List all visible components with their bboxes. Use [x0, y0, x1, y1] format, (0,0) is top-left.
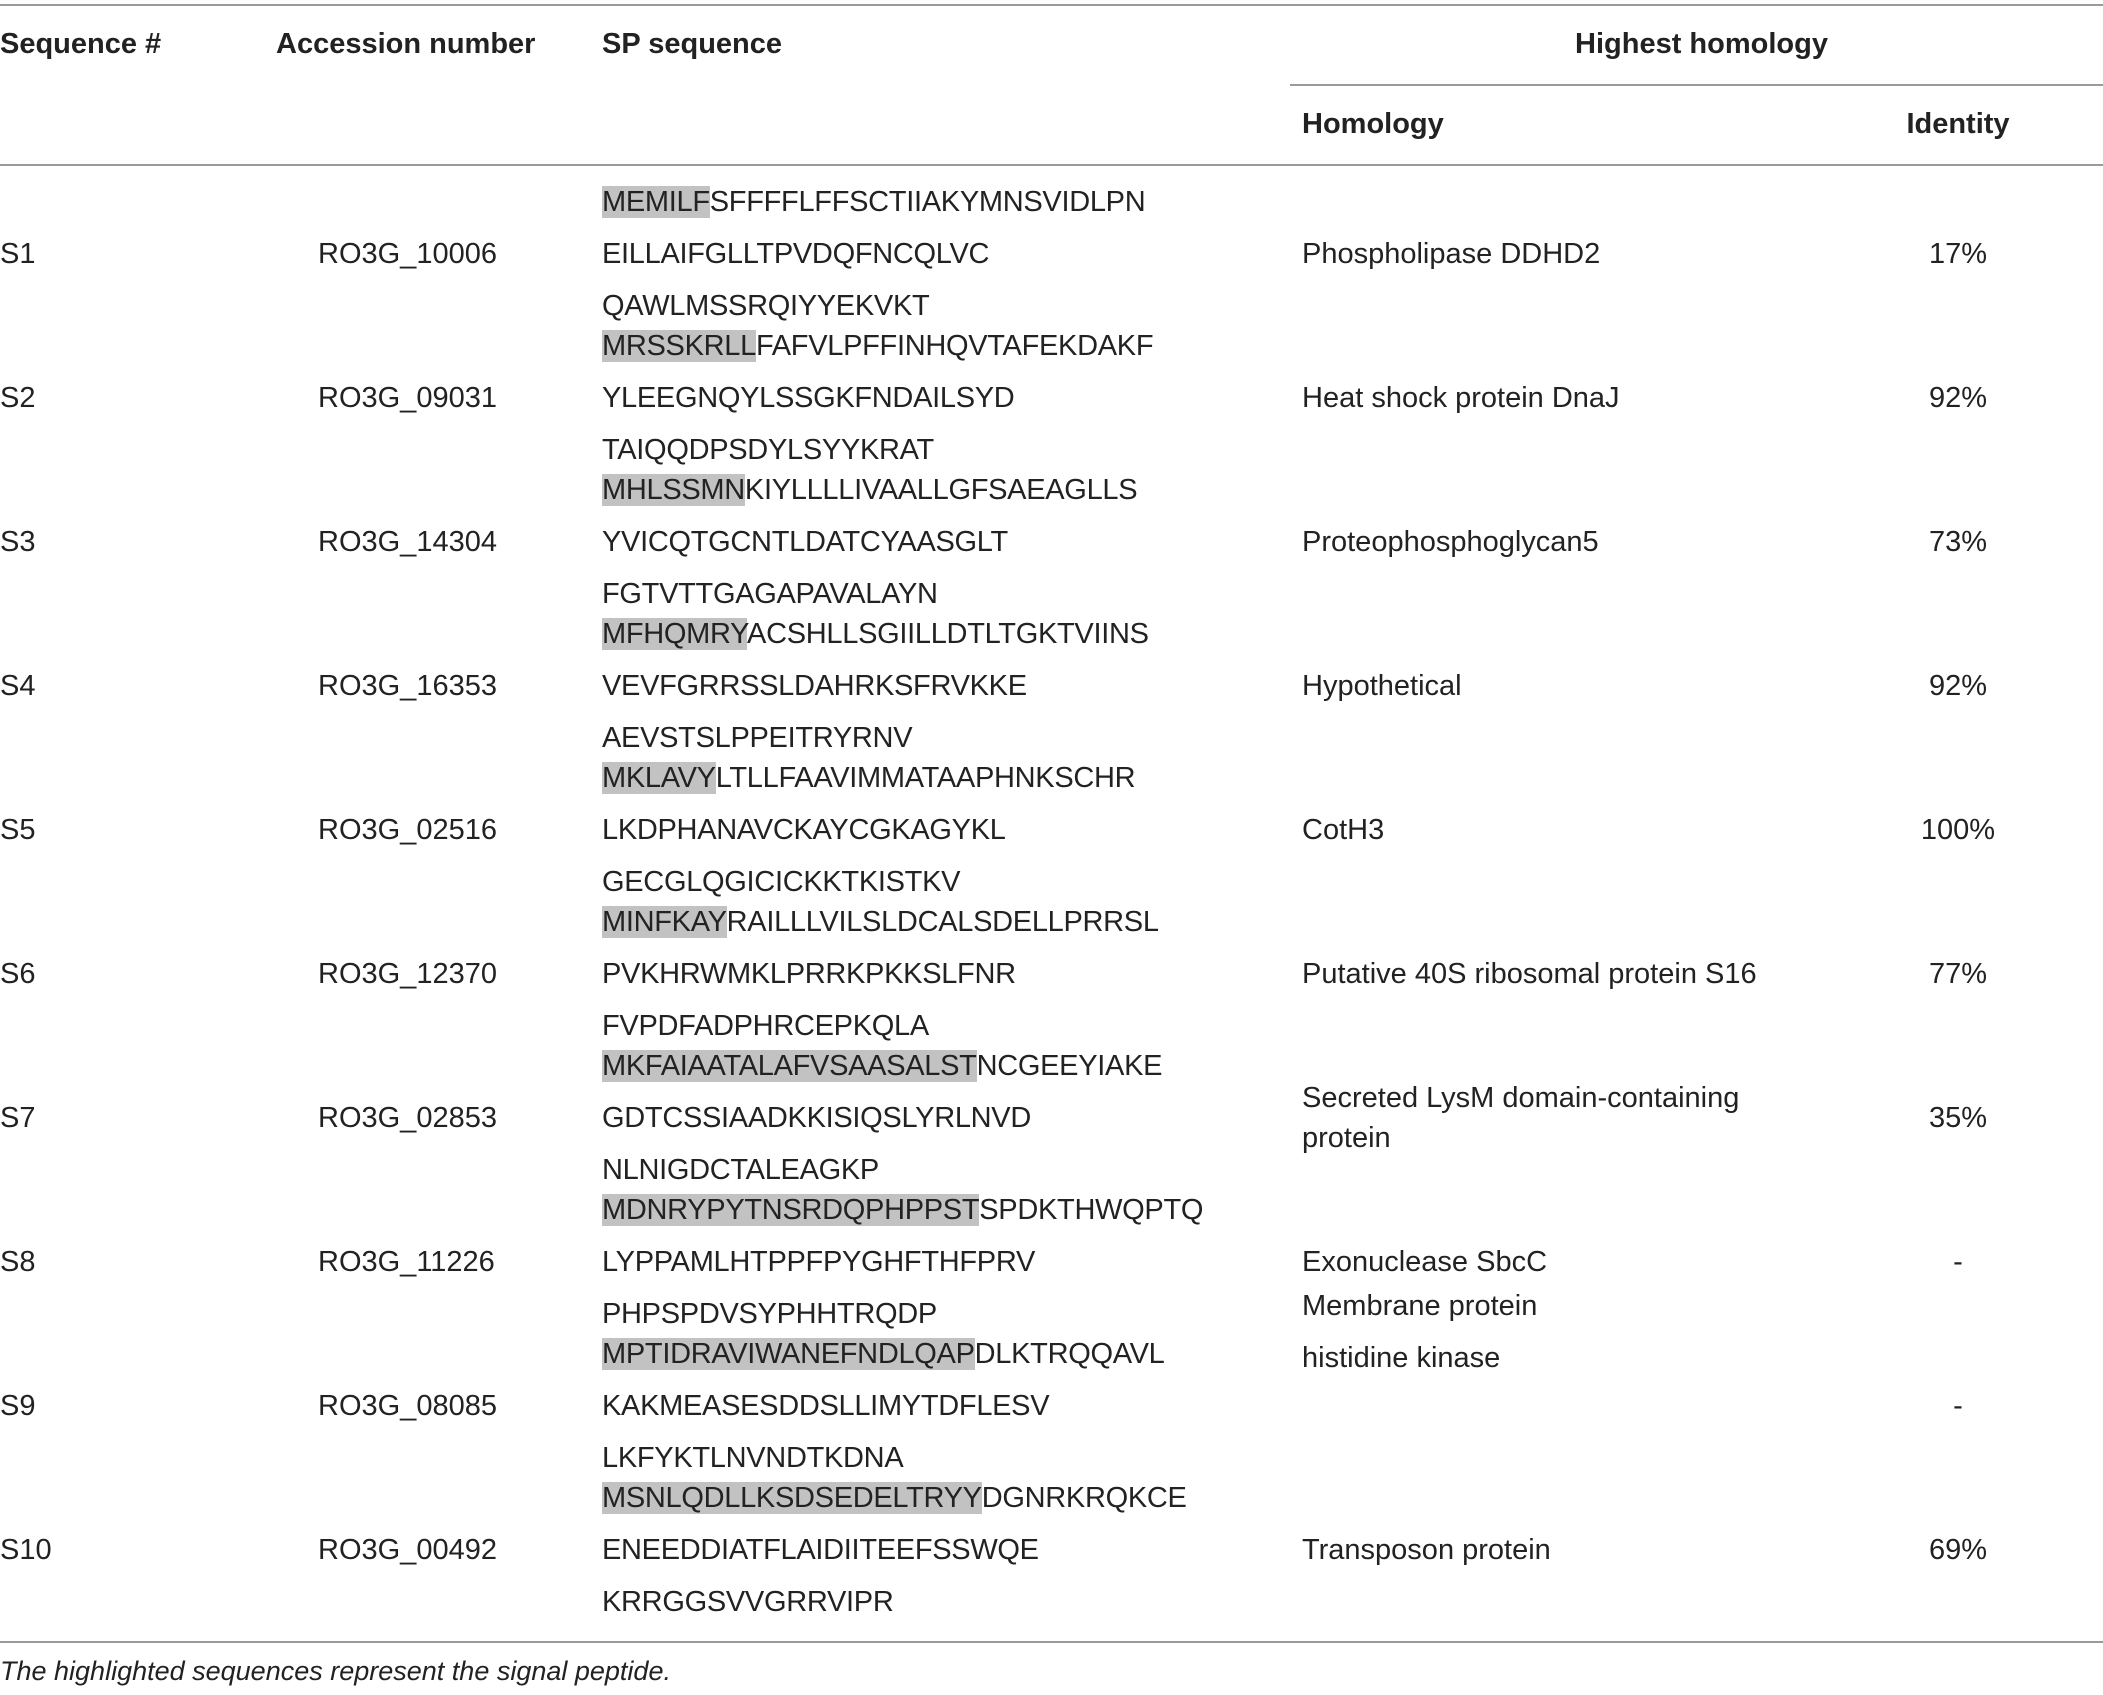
sp-sequence-line: [602, 1534, 1039, 1567]
sequence-number: S8: [0, 1246, 36, 1278]
homology-name: Phospholipase DDHD2: [1302, 238, 1601, 270]
sequence-remainder: AEVSTSLPPEITRYRNV: [602, 722, 913, 754]
sequence-number: S2: [0, 382, 36, 414]
sequence-remainder: VEVFGRRSSLDAHRKSFRVKKE: [602, 670, 1027, 702]
sequence-remainder: LKFYKTLNVNDTKDNA: [602, 1442, 904, 1474]
sequence-remainder: TAIQQDPSDYLSYYKRAT: [602, 434, 934, 466]
sp-sequence-line: [602, 1482, 1187, 1515]
signal-peptide-highlight: MRSSKRLL: [602, 330, 756, 362]
sequence-remainder: LYPPAMLHTPPFPYGHFTHFPRV: [602, 1246, 1036, 1278]
identity-value: 73%: [1928, 526, 1988, 558]
sequence-remainder: FGTVTTGAGAPAVALAYN: [602, 578, 938, 610]
sequence-number: S9: [0, 1390, 36, 1422]
header-bottom-rule: [0, 164, 2103, 166]
sp-sequence-line: [602, 434, 934, 467]
header-sp-sequence: SP sequence: [602, 28, 783, 60]
sequence-number: S1: [0, 238, 36, 270]
sp-sequence-line: [602, 1442, 903, 1475]
sequence-remainder: LKDPHANAVCKAYCGKAGYKL: [602, 814, 1006, 846]
sequence-remainder: DLKTRQQAVL: [974, 1338, 1165, 1370]
header-subrule: [1290, 84, 2103, 86]
sp-sequence-line: [602, 670, 1027, 703]
sequence-number: S10: [0, 1534, 52, 1566]
sequence-number: S3: [0, 526, 36, 558]
sp-sequence-line: [602, 382, 1014, 415]
sp-sequence-line: [602, 906, 1159, 939]
sequence-remainder: EILLAIFGLLTPVDQFNCQLVC: [602, 238, 990, 270]
sequence-remainder: YLEEGNQYLSSGKFNDAILSYD: [602, 382, 1015, 414]
sp-sequence-line: [602, 238, 989, 271]
sp-sequence-line: [602, 1102, 1031, 1135]
sequence-remainder: KIYLLLLIVAALLGFSAEAGLLS: [744, 474, 1138, 506]
sequence-remainder: NCGEEYIAKE: [976, 1050, 1163, 1082]
signal-peptide-highlight: MSNLQDLLKSDSEDELTRYY: [602, 1482, 982, 1514]
identity-value: 77%: [1928, 958, 1988, 990]
sp-sequence-line: [602, 1246, 1035, 1279]
identity-value: 35%: [1928, 1102, 1988, 1134]
identity-value: -: [1953, 1390, 1963, 1422]
signal-peptide-highlight: MEMILF: [602, 186, 710, 218]
accession-number: RO3G_11226: [318, 1246, 495, 1278]
signal-peptide-highlight: MKFAIAATALAFVSAASALST: [602, 1050, 977, 1082]
header-accession-number: Accession number: [276, 28, 536, 60]
accession-number: RO3G_08085: [318, 1390, 497, 1422]
signal-peptide-highlight: MHLSSMN: [602, 474, 745, 506]
header-identity: Identity: [1906, 108, 2010, 140]
table-footnote: The highlighted sequences represent the signal peptide.: [0, 1656, 671, 1686]
identity-value: 92%: [1928, 670, 1988, 702]
sp-sequence-line: [602, 330, 1153, 363]
sequence-remainder: KRRGGSVVGRRVIPR: [602, 1586, 894, 1618]
sp-sequence-line: [602, 578, 938, 611]
sp-sequence-line: [602, 618, 1149, 651]
header-sequence-number: Sequence #: [0, 28, 162, 60]
sequence-number: S4: [0, 670, 36, 702]
sequence-remainder: ENEEDDIATFLAIDIITEEFSSWQE: [602, 1534, 1039, 1566]
sp-sequence-line: [602, 290, 929, 323]
sequence-remainder: KAKMEASESDDSLLIMYTDFLESV: [602, 1390, 1050, 1422]
header-highest-homology: Highest homology: [1575, 28, 1828, 60]
signal-peptide-highlight: MPTIDRAVIWANEFNDLQAP: [602, 1338, 975, 1370]
homology-name: Membrane protein: [1302, 1290, 1538, 1322]
bottom-rule: [0, 1641, 2103, 1643]
sequence-number: S7: [0, 1102, 36, 1134]
sequence-remainder: DGNRKRQKCE: [981, 1482, 1187, 1514]
sequence-remainder: YVICQTGCNTLDATCYAASGLT: [602, 526, 1008, 558]
signal-peptide-highlight: MINFKAY: [602, 906, 727, 938]
homology-name: Exonuclease SbcC: [1302, 1246, 1548, 1278]
identity-value: -: [1953, 1246, 1963, 1278]
signal-peptide-highlight: MKLAVY: [602, 762, 716, 794]
sequence-number: S5: [0, 814, 36, 846]
accession-number: RO3G_12370: [318, 958, 497, 990]
accession-number: RO3G_02516: [318, 814, 497, 846]
header-homology: Homology: [1302, 108, 1444, 140]
sequence-remainder: FVPDFADPHRCEPKQLA: [602, 1010, 929, 1042]
homology-name: CotH3: [1302, 814, 1385, 846]
sequence-remainder: RAILLLVILSLDCALSDELLPRRSL: [726, 906, 1159, 938]
sequence-remainder: SPDKTHWQPTQ: [979, 1194, 1204, 1226]
signal-peptide-highlight: MDNRYPYTNSRDQPHPPST: [602, 1194, 980, 1226]
sp-sequence-line: [602, 958, 1016, 991]
sp-sequence-line: [602, 1298, 937, 1331]
identity-value: 100%: [1920, 814, 1996, 846]
signal-peptide-highlight: MFHQMRY: [602, 618, 748, 650]
identity-value: 17%: [1928, 238, 1988, 270]
sp-sequence-line: [602, 814, 1006, 847]
top-rule: [0, 4, 2103, 6]
homology-name: Hypothetical: [1302, 670, 1462, 702]
accession-number: RO3G_16353: [318, 670, 497, 702]
homology-name: protein: [1302, 1122, 1391, 1154]
accession-number: RO3G_14304: [318, 526, 497, 558]
accession-number: RO3G_02853: [318, 1102, 497, 1134]
homology-name: Transposon protein: [1302, 1534, 1551, 1566]
identity-value: 69%: [1928, 1534, 1988, 1566]
sp-sequence-line: [602, 186, 1145, 219]
sp-sequence-line: [602, 474, 1137, 507]
sp-sequence-line: [602, 1338, 1165, 1371]
homology-name: Proteophosphoglycan5: [1302, 526, 1599, 558]
sequence-remainder: ACSHLLSGIILLDTLTGKTVIINS: [747, 618, 1149, 650]
sp-sequence-line: [602, 1390, 1049, 1423]
homology-name: Putative 40S ribosomal protein S16: [1302, 958, 1757, 990]
sp-sequence-line: [602, 526, 1008, 559]
sp-sequence-line: [602, 722, 912, 755]
sequence-remainder: PVKHRWMKLPRRKPKKSLFNR: [602, 958, 1016, 990]
homology-name: Heat shock protein DnaJ: [1302, 382, 1620, 414]
homology-name: histidine kinase: [1302, 1342, 1501, 1374]
sequence-number: S6: [0, 958, 36, 990]
sp-sequence-line: [602, 762, 1135, 795]
sequence-remainder: SFFFFLFFSCTIIAKYMNSVIDLPN: [709, 186, 1146, 218]
homology-name: Secreted LysM domain-containing: [1302, 1082, 1740, 1114]
accession-number: RO3G_09031: [318, 382, 497, 414]
sequence-remainder: GECGLQGICICKKTKISTKV: [602, 866, 961, 898]
accession-number: RO3G_00492: [318, 1534, 497, 1566]
sp-sequence-line: [602, 1010, 929, 1043]
sequence-remainder: LTLLFAAVIMMATAAPHNKSCHR: [715, 762, 1136, 794]
sequence-remainder: NLNIGDCTALEAGKP: [602, 1154, 879, 1186]
sequence-remainder: FAFVLPFFINHQVTAFEKDAKF: [755, 330, 1154, 362]
accession-number: RO3G_10006: [318, 238, 497, 270]
sequence-remainder: GDTCSSIAADKKISIQSLYRLNVD: [602, 1102, 1031, 1134]
sequence-remainder: QAWLMSSRQIYYEKVKT: [602, 290, 930, 322]
sp-sequence-line: [602, 1154, 879, 1187]
sp-sequence-line: [602, 866, 960, 899]
sp-sequence-line: [602, 1586, 893, 1619]
sp-sequence-line: [602, 1194, 1203, 1227]
sp-sequence-line: [602, 1050, 1162, 1083]
identity-value: 92%: [1928, 382, 1988, 414]
sequence-remainder: PHPSPDVSYPHHTRQDP: [602, 1298, 937, 1330]
